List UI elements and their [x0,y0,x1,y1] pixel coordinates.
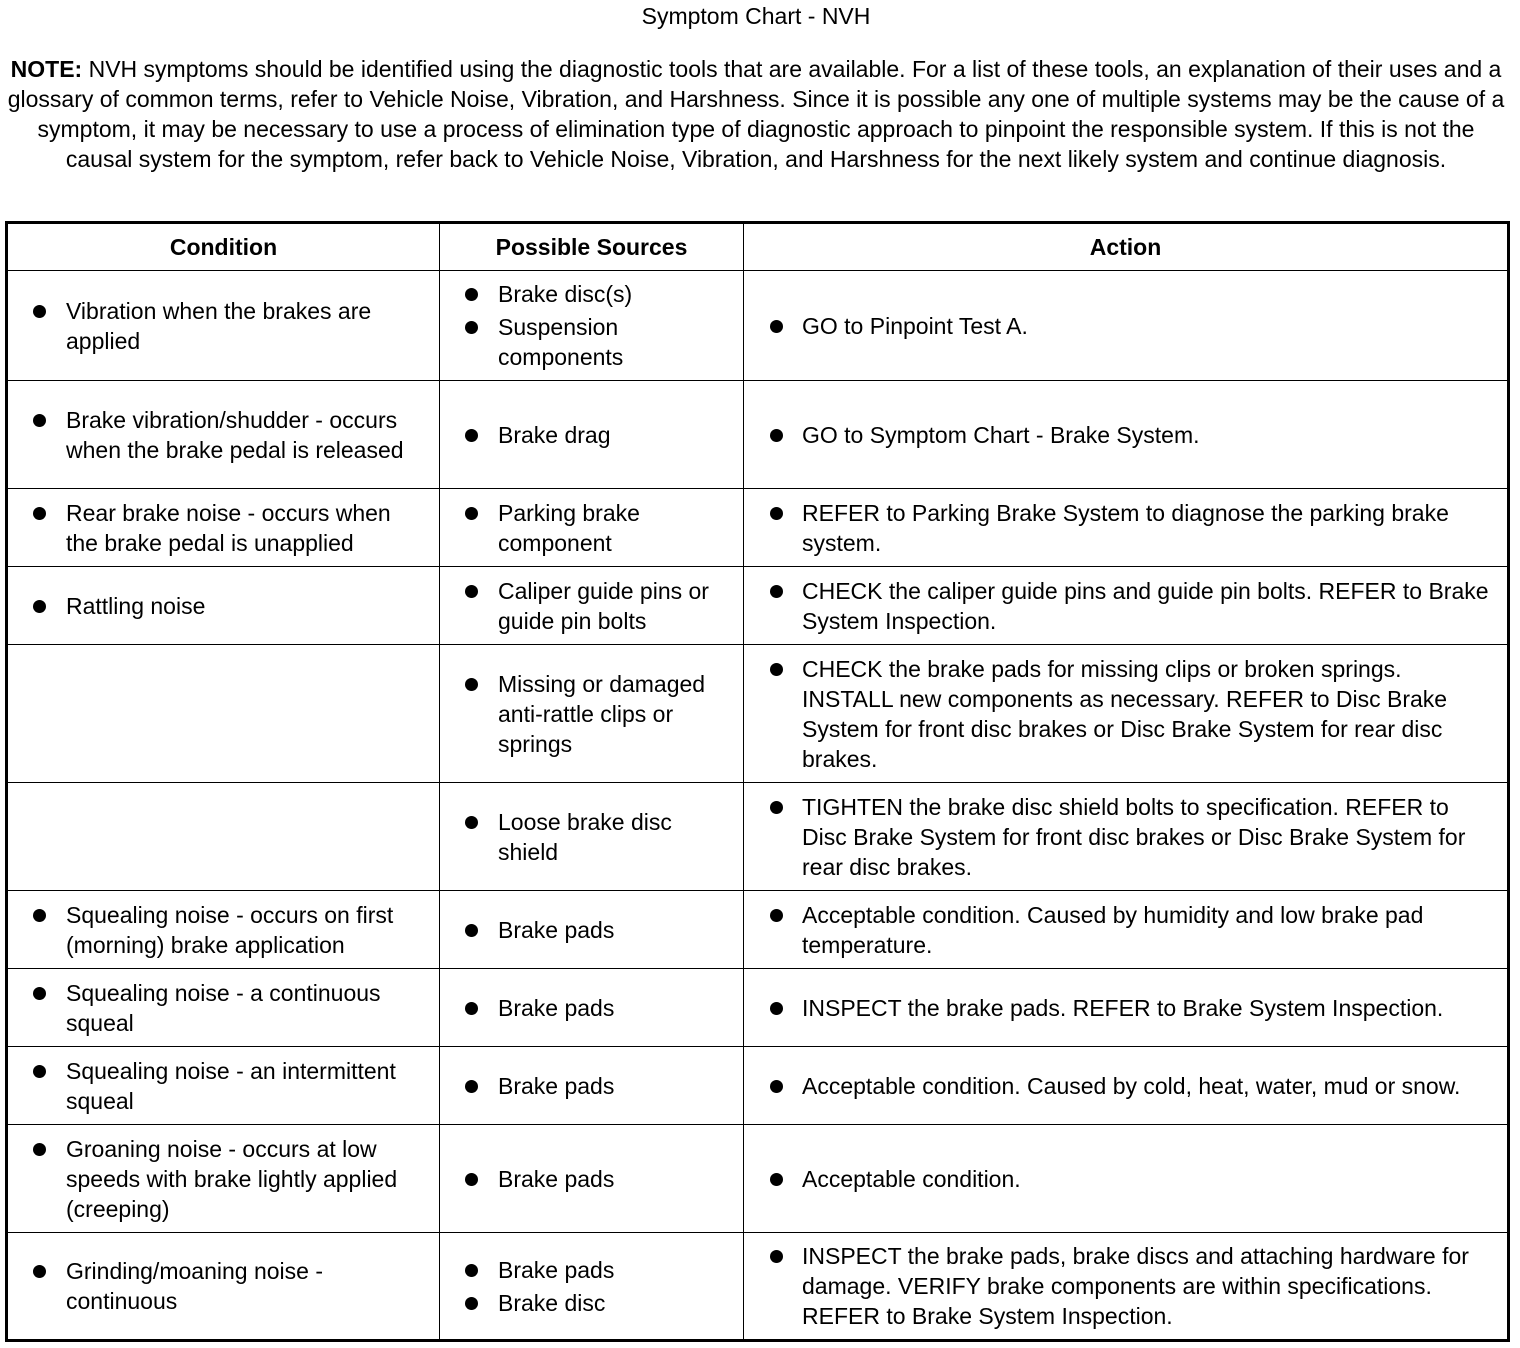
source-item: Loose brake disc shield [454,807,733,867]
action-item: Acceptable condition. Caused by cold, heat, water, mud or snow. [758,1071,1497,1101]
sources-list [454,279,733,372]
source-item: Caliper guide pins or guide pin bolts [454,576,733,636]
action-cell [744,969,1509,1047]
action-list [758,311,1497,341]
action-item: Acceptable condition. Caused by humidity and low brake pad temperature. [758,900,1497,960]
action-list [758,420,1497,450]
possible-sources-cell [440,1047,744,1125]
page-title: Symptom Chart - NVH [641,3,871,29]
table-body [7,271,1509,1341]
sources-list [454,807,733,867]
condition-item: Squealing noise - occurs on first (morning) brake application [22,900,429,960]
sources-list [454,915,733,945]
condition-list [22,900,429,960]
source-item: Brake disc [454,1288,733,1318]
source-item: Brake pads [454,993,733,1023]
possible-sources-cell [440,645,744,783]
note-text: NVH symptoms should be identified using the diagnostic tools that are available. For a list of these tools, an explanation of their uses and a glossary of common terms, refer to Vehicle Noise, Vibration, and Harshness. Since it is possible any one of multiple systems may be the cause of a symptom, it may be necessary to use a process of elimination type of diagnostic approach to pinpoint the responsible system. If this is not the causal system for the symptom, refer back to Vehicle Noise, Vibration, and Harshness for the next likely system and continue diagnosis. [7,56,1505,172]
sources-list [454,669,733,759]
condition-cell [7,891,440,969]
source-item: Brake pads [454,1071,733,1101]
sources-list [454,420,733,450]
possible-sources-cell [440,891,744,969]
condition-cell [7,1047,440,1125]
possible-sources-cell [440,969,744,1047]
action-cell [744,645,1509,783]
possible-sources-cell [440,783,744,891]
condition-cell [7,969,440,1047]
action-item: CHECK the brake pads for missing clips or broken springs. INSTALL new components as necessary. REFER to Disc Brake System for front disc brakes or Disc Brake System for rear disc brakes. [758,654,1497,774]
action-item: GO to Symptom Chart - Brake System. [758,420,1497,450]
action-cell [744,489,1509,567]
action-list [758,1071,1497,1101]
header-possible-sources: Possible Sources [440,223,744,271]
possible-sources-cell [440,489,744,567]
header-action: Action [744,223,1509,271]
condition-cell [7,489,440,567]
source-item: Brake pads [454,915,733,945]
condition-list [22,405,429,465]
table-row [7,271,1509,381]
source-item: Brake disc(s) [454,279,733,309]
action-item: GO to Pinpoint Test A. [758,311,1497,341]
action-list [758,900,1497,960]
possible-sources-cell [440,381,744,489]
condition-cell [7,783,440,891]
condition-item: Rear brake noise - occurs when the brake pedal is unapplied [22,498,429,558]
table-row [7,1047,1509,1125]
action-item: INSPECT the brake pads, brake discs and attaching hardware for damage. VERIFY brake components are within specifications. REFER to Brake System Inspection. [758,1241,1497,1331]
table-row [7,567,1509,645]
header-condition: Condition [7,223,440,271]
action-list [758,1241,1497,1331]
table-row [7,891,1509,969]
condition-list [22,498,429,558]
condition-item: Squealing noise - an intermittent squeal [22,1056,429,1116]
condition-list [22,1256,429,1316]
source-item: Brake pads [454,1164,733,1194]
table-row [7,645,1509,783]
sources-list [454,993,733,1023]
action-cell [744,381,1509,489]
source-item: Brake pads [454,1255,733,1285]
action-cell [744,1125,1509,1233]
action-list [758,498,1497,558]
action-list [758,654,1497,774]
table-row [7,1125,1509,1233]
condition-list [22,296,429,356]
condition-cell [7,567,440,645]
possible-sources-cell [440,1233,744,1341]
condition-cell [7,1125,440,1233]
action-item: TIGHTEN the brake disc shield bolts to specification. REFER to Disc Brake System for front disc brakes or Disc Brake System for rear disc brakes. [758,792,1497,882]
condition-cell [7,381,440,489]
condition-item: Vibration when the brakes are applied [22,296,429,356]
action-item: REFER to Parking Brake System to diagnose the parking brake system. [758,498,1497,558]
source-item: Parking brake component [454,498,733,558]
table-row [7,783,1509,891]
table-header-row [7,223,1509,271]
sources-list [454,1164,733,1194]
condition-cell [7,1233,440,1341]
sources-list [454,498,733,558]
action-list [758,792,1497,882]
sources-list [454,1255,733,1318]
condition-cell [7,645,440,783]
possible-sources-cell [440,271,744,381]
condition-item: Groaning noise - occurs at low speeds with brake lightly applied (creeping) [22,1134,429,1224]
note-paragraph [6,54,1506,174]
condition-list [22,591,429,621]
action-cell [744,1047,1509,1125]
condition-item: Rattling noise [22,591,429,621]
possible-sources-cell [440,1125,744,1233]
action-list [758,993,1497,1023]
table-row [7,1233,1509,1341]
action-item: INSPECT the brake pads. REFER to Brake System Inspection. [758,993,1497,1023]
action-list [758,1164,1497,1194]
sources-list [454,1071,733,1101]
note-label: NOTE: [10,56,83,82]
condition-item: Squealing noise - a continuous squeal [22,978,429,1038]
action-cell [744,783,1509,891]
sources-list [454,576,733,636]
condition-list [22,1134,429,1224]
table-row [7,969,1509,1047]
condition-item: Brake vibration/shudder - occurs when the brake pedal is released [22,405,429,465]
source-item: Brake drag [454,420,733,450]
source-item: Suspension components [454,312,733,372]
action-cell [744,567,1509,645]
condition-list [22,978,429,1038]
condition-item: Grinding/moaning noise - continuous [22,1256,429,1316]
possible-sources-cell [440,567,744,645]
action-item: Acceptable condition. [758,1164,1497,1194]
action-cell [744,1233,1509,1341]
condition-list [22,1056,429,1116]
source-item: Missing or damaged anti-rattle clips or springs [454,669,733,759]
table-row [7,489,1509,567]
symptom-chart-table [5,221,1510,1342]
condition-cell [7,271,440,381]
table-row [7,381,1509,489]
action-cell [744,271,1509,381]
action-list [758,576,1497,636]
action-item: CHECK the caliper guide pins and guide pin bolts. REFER to Brake System Inspection. [758,576,1497,636]
action-cell [744,891,1509,969]
